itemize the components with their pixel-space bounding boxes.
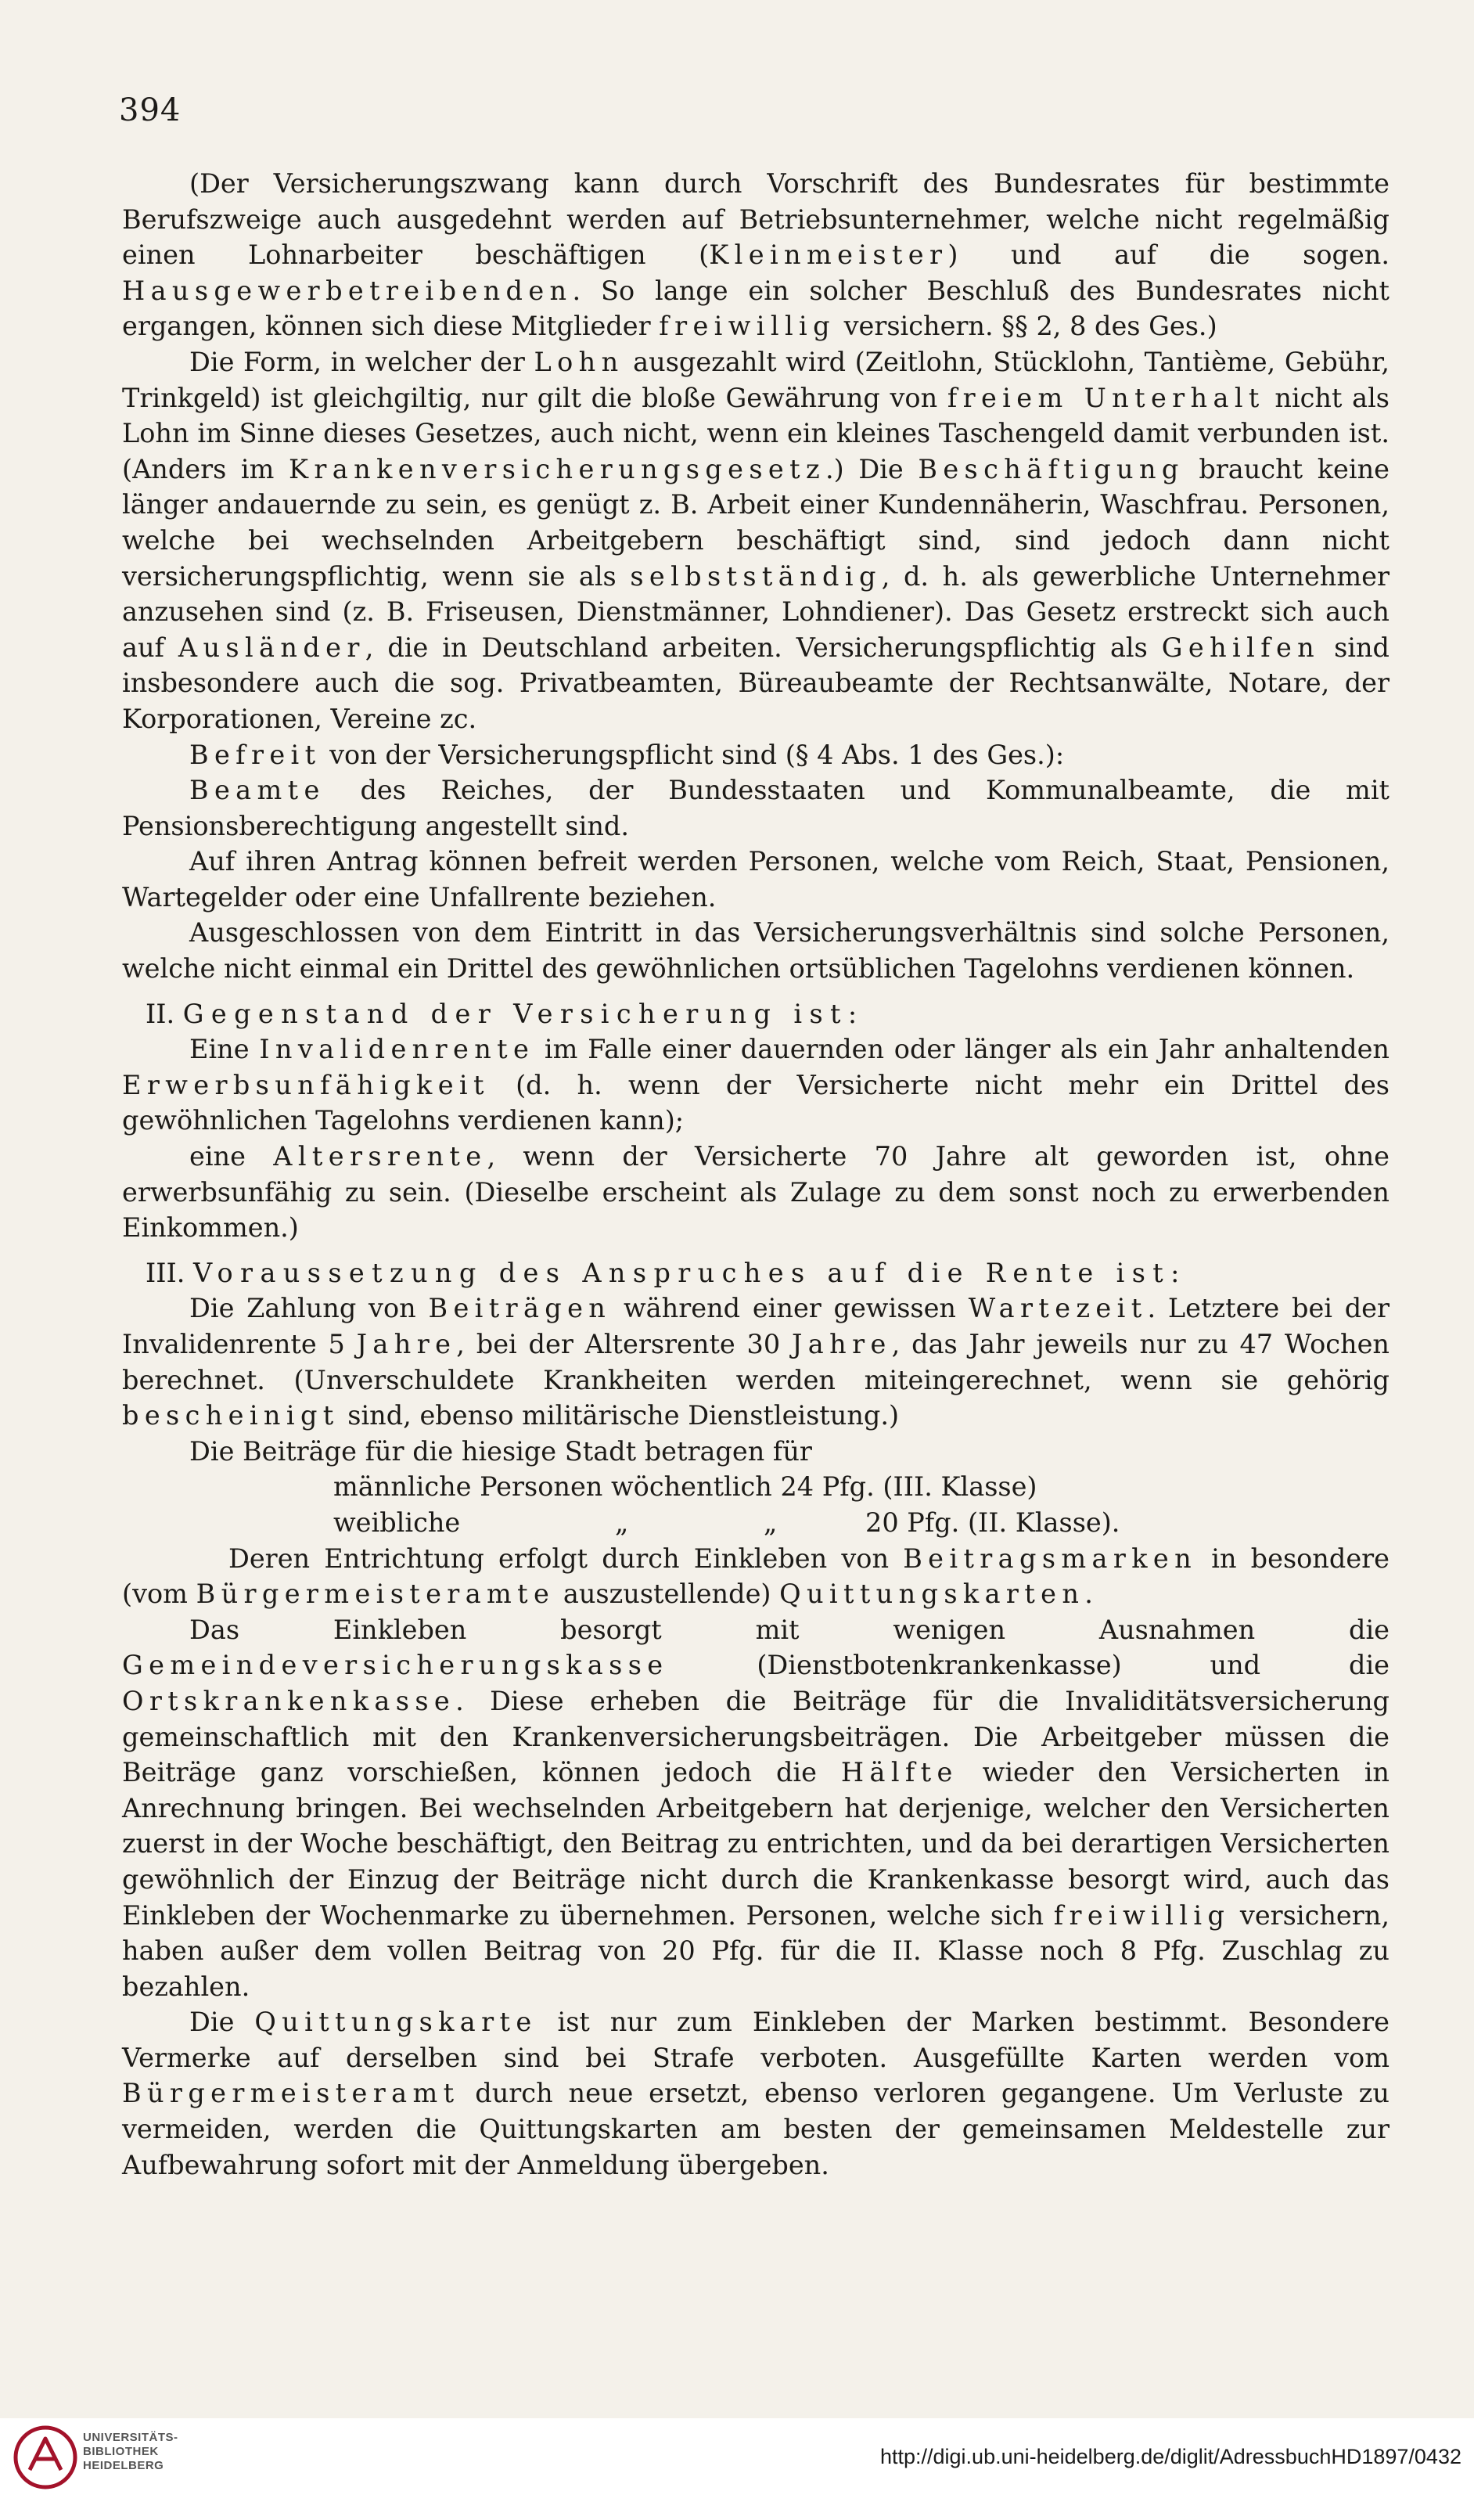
section-heading-voraussetzung: III. Voraussetzung des Anspruches auf die Rente ist: (146, 1257, 1187, 1288)
paragraph-entrichtung: Deren Entrichtung erfolgt durch Einkleben von Beitragsmarken in besondere (vom Bürgermeisteramte auszustellende) Quittungskarten. (122, 1543, 1390, 1610)
rates-table (333, 1469, 1390, 1540)
paragraph-ausgeschlossen: Ausgeschlossen von dem Eintritt in das Versicherungsverhältnis sind solche Personen, welche nicht einmal ein Drittel des gewöhnlichen ortsüblichen Tagelohns verdienen können. (122, 917, 1390, 985)
paragraph-quittungskarte: Die Quittungskarte ist nur zum Einkleben der Marken bestimmt. Besondere Vermerke auf derselben sind bei Strafe verboten. Ausgefüllte Karten werden vom Bürgermeisteramt durch neue ersetzt, ebenso verloren gegangene. Um Verluste zu vermeiden, werden die Quittungskarten am besten der gemeinsamen Meldestelle zur Aufbewahrung sofort mit der Anmeldung übergeben. (122, 2007, 1390, 2180)
rate-row-maennlich: männliche Personen wöchentlich 24 Pfg. (III. Klasse) (333, 1471, 1037, 1503)
rate-row-weiblich: weibliche „ „ 20 Pfg. (II. Klasse). (333, 1507, 1120, 1538)
page-number: 394 (119, 92, 182, 128)
paragraph-beitraege: Die Zahlung von Beiträgen während einer gewissen Wartezeit. Letztere bei der Invalidenrente 5 Jahre, bei der Altersrente 30 Jahre, das Jahr jeweils nur zu 47 Wochen berechnet. (Unverschuldete Krankheiten werden miteingerechnet, wenn sie gehörig bescheinigt sind, ebenso militärische Dienstleistung.) (122, 1293, 1390, 1431)
paragraph-einkleben: Das Einkleben besorgt mit wenigen Ausnahmen die Gemeindeversicherungskasse (Dienstbotenkrankenkasse) und die Ortskrankenkasse. Diese erheben die Beiträge für die Invaliditätsversicherung gemeinschaftlich mit den Krankenversicherungsbeiträgen. Die Arbeitgeber müssen die Beiträge ganz vorschießen, können jedoch die Hälfte wieder den Versicherten in Anrechnung bringen. Bei wechselnden Arbeitgebern hat derjenige, welcher den Versicherten zuerst in der Woche beschäftigt, den Beitrag zu entrichten, und da bei derartigen Versicherten gewöhnlich der Einzug der Beiträge nicht durch die Krankenkasse besorgt wird, auch das Einkleben der Wochenmarke zu übernehmen. Personen, welche sich freiwillig versichern, haben außer dem vollen Beitrag von 20 Pfg. für die II. Klasse noch 8 Pfg. Zuschlag zu bezahlen. (122, 1614, 1390, 2002)
footer-bar (0, 2418, 1474, 2520)
paragraph-befreit: Befreit von der Versicherungspflicht sind (§ 4 Abs. 1 des Ges.): (189, 739, 1065, 770)
section-heading-gegenstand: II. Gegenstand der Versicherung ist: (146, 998, 865, 1029)
paragraph-beamte: Beamte des Reiches, der Bundesstaaten und Kommunalbeamte, die mit Pensionsberechtigung angestellt sind. (122, 775, 1390, 841)
library-name: UNIVERSITÄTS- BIBLIOTHEK HEIDELBERG (83, 2431, 178, 2472)
paragraph-antrag: Auf ihren Antrag können befreit werden Personen, welche vom Reich, Staat, Pensionen, Wartegelder oder eine Unfallrente beziehen. (122, 846, 1390, 913)
university-library-logo-icon (13, 2425, 78, 2490)
page-body (122, 166, 1390, 2183)
source-url-link[interactable]: http://digi.ub.uni-heidelberg.de/diglit/AdressbuchHD1897/0432 (879, 2445, 1461, 2468)
paragraph-versicherungszwang: (Der Versicherungszwang kann durch Vorschrift des Bundesrates für bestimmte Berufszweige auch ausgedehnt werden auf Betriebsunternehmer, welche nicht regelmäßig einen Lohnarbeiter beschäftigen (Kleinmeister) und auf die sogen. Hausgewerbetreibenden. So lange ein solcher Beschluß des Bundesrates nicht ergangen, können sich diese Mitglieder freiwillig versichern. §§ 2, 8 des Ges.) (122, 168, 1390, 342)
paragraph-lohn: Die Form, in welcher der Lohn ausgezahlt wird (Zeitlohn, Stücklohn, Tantième, Gebühr, Trinkgeld) ist gleichgiltig, nur gilt die bloße Gewährung von freiem Unterhalt nicht als Lohn im Sinne dieses Gesetzes, auch nicht, wenn ein kleines Taschengeld damit verbunden ist. (Anders im Krankenversicherungsgesetz.) Die Beschäftigung braucht keine länger andauernde zu sein, es genügt z. B. Arbeit einer Kundennäherin, Waschfrau. Personen, welche bei wechselnden Arbeitgebern beschäftigt sind, sind jedoch dann nicht versicherungspflichtig, wenn sie als selbstständig, d. h. als gewerbliche Unternehmer anzusehen sind (z. B. Friseusen, Dienstmänner, Lohndiener). Das Gesetz erstreckt sich auch auf Ausländer, die in Deutschland arbeiten. Versicherungspflichtig als Gehilfen sind insbesondere auch die sog. Privatbeamten, Büreaubeamte der Rechtsanwälte, Notare, der Korporationen, Vereine zc. (122, 346, 1390, 734)
paragraph-beitragssaetze: Die Beiträge für die hiesige Stadt betragen für (189, 1435, 812, 1467)
paragraph-altersrente: eine Altersrente, wenn der Versicherte 70 Jahre alt geworden ist, ohne erwerbsunfähig zu sein. (Dieselbe erscheint als Zulage zu dem sonst noch zu erwerbenden Einkommen.) (122, 1141, 1390, 1244)
paragraph-invalidenrente: Eine Invalidenrente im Falle einer dauernden oder länger als ein Jahr anhaltenden Erwerbsunfähigkeit (d. h. wenn der Versicherte nicht mehr ein Drittel des gewöhnlichen Tagelohns verdienen kann); (122, 1034, 1390, 1136)
